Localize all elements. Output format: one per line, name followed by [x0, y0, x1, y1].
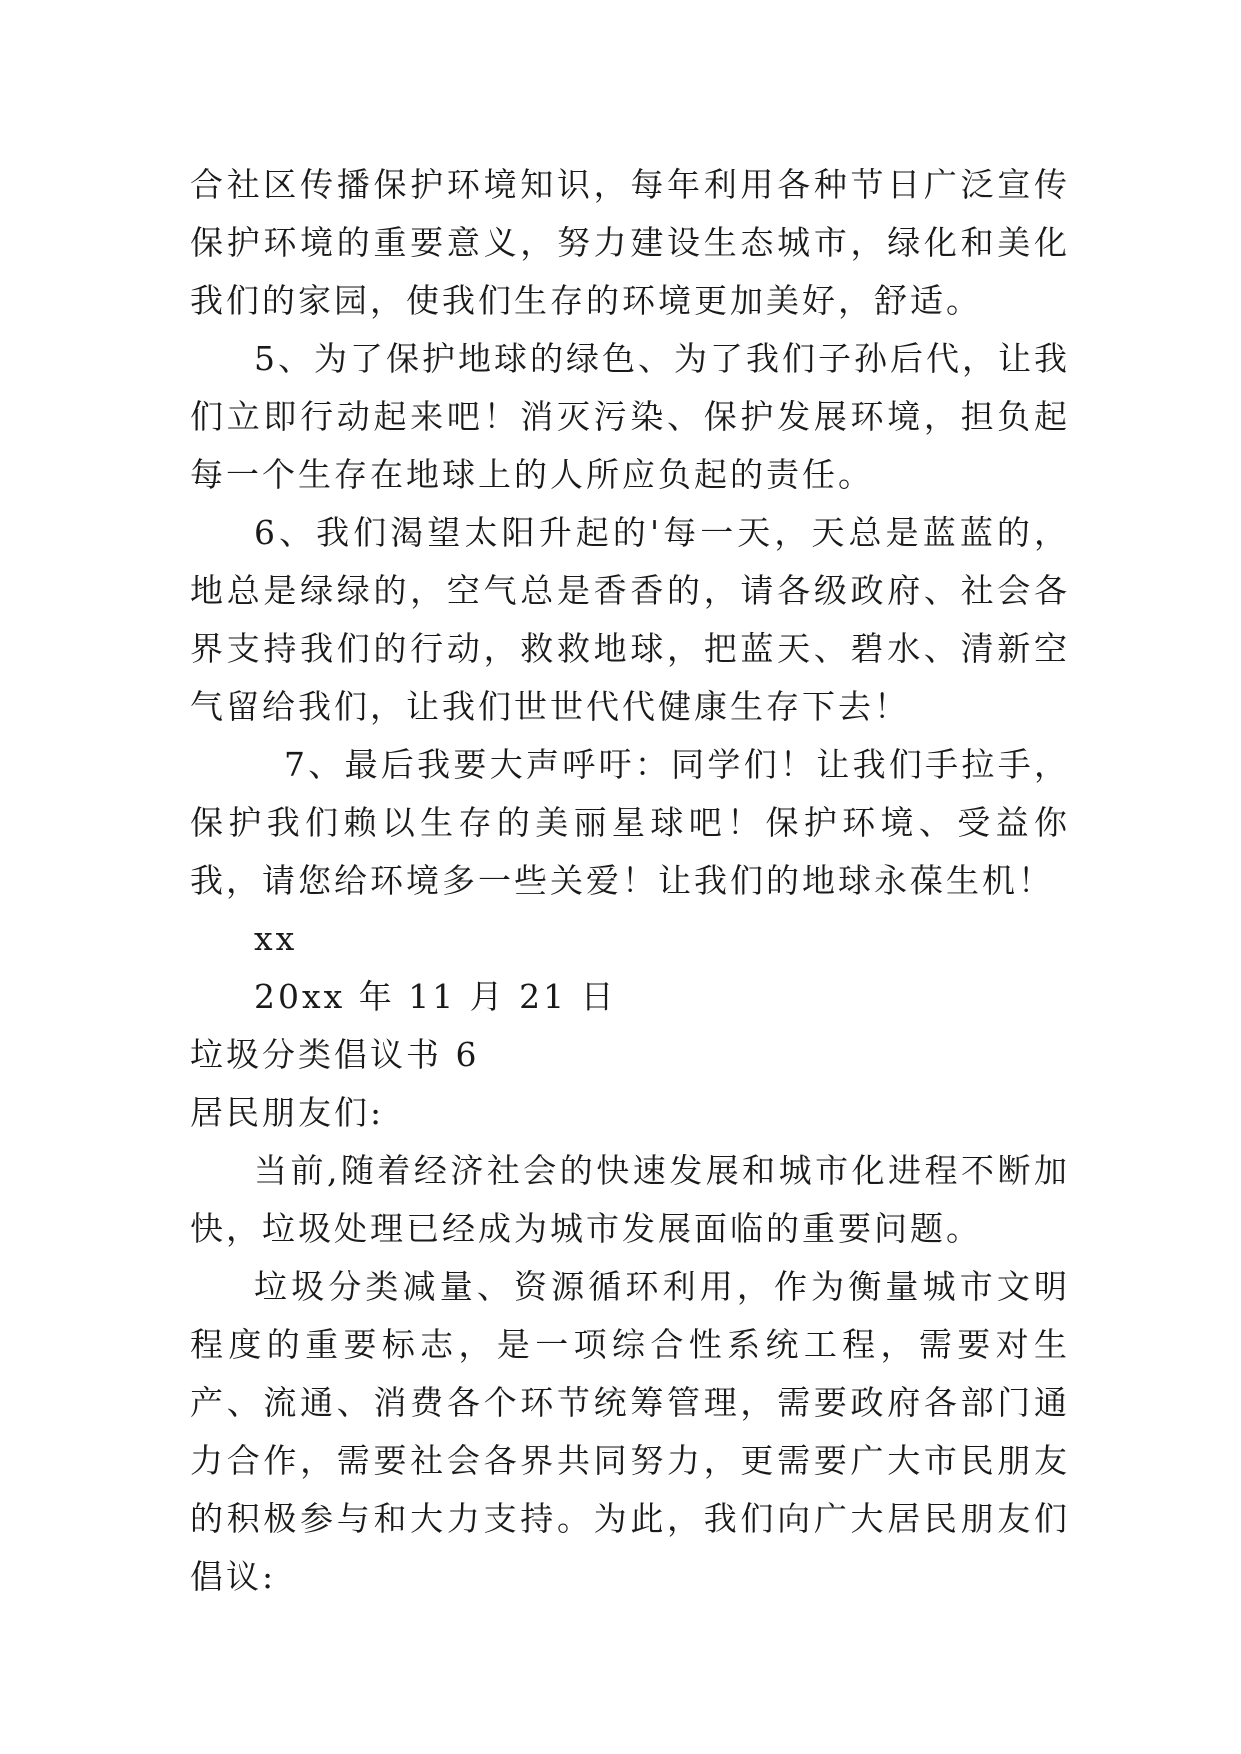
paragraph-item-6: 6、我们渴望太阳升起的'每一天，天总是蓝蓝的，地总是绿绿的，空气总是香香的，请各级政府、社会各界支持我们的行动，救救地球，把蓝天、碧水、清新空气留给我们，让我们世世代代健康生存下去！ [190, 513, 1070, 726]
section-title: 垃圾分类倡议书 6 [190, 1035, 480, 1074]
document-body [190, 156, 1070, 1606]
date: 20xx 年 11 月 21 日 [254, 977, 617, 1016]
paragraph-item-5: 5、为了保护地球的绿色、为了我们子孙后代，让我们立即行动起来吧！消灭污染、保护发展环境，担负起每一个生存在地球上的人所应负起的责任。 [190, 339, 1070, 494]
paragraph-community-publicity: 合社区传播保护环境知识，每年利用各种节日广泛宣传保护环境的重要意义，努力建设生态城市，绿化和美化我们的家园，使我们生存的环境更加美好，舒适。 [190, 165, 1070, 320]
signature: xx [254, 919, 298, 958]
paragraph-garbage-sorting: 垃圾分类减量、资源循环利用，作为衡量城市文明程度的重要标志，是一项综合性系统工程，需要对生产、流通、消费各个环节统筹管理，需要政府各部门通力合作，需要社会各界共同努力，更需要广大市民朋友的积极参与和大力支持。为此，我们向广大居民朋友们倡议: [190, 1267, 1070, 1596]
paragraph-item-7: 7、最后我要大声呼吁：同学们！让我们手拉手，保护我们赖以生存的美丽星球吧！保护环境、受益你我，请您给环境多一些关爱！让我们的地球永葆生机！ [190, 745, 1070, 900]
salutation: 居民朋友们: [190, 1093, 385, 1132]
paragraph-current-situation: 当前,随着经济社会的快速发展和城市化进程不断加快，垃圾处理已经成为城市发展面临的重要问题。 [190, 1151, 1070, 1248]
